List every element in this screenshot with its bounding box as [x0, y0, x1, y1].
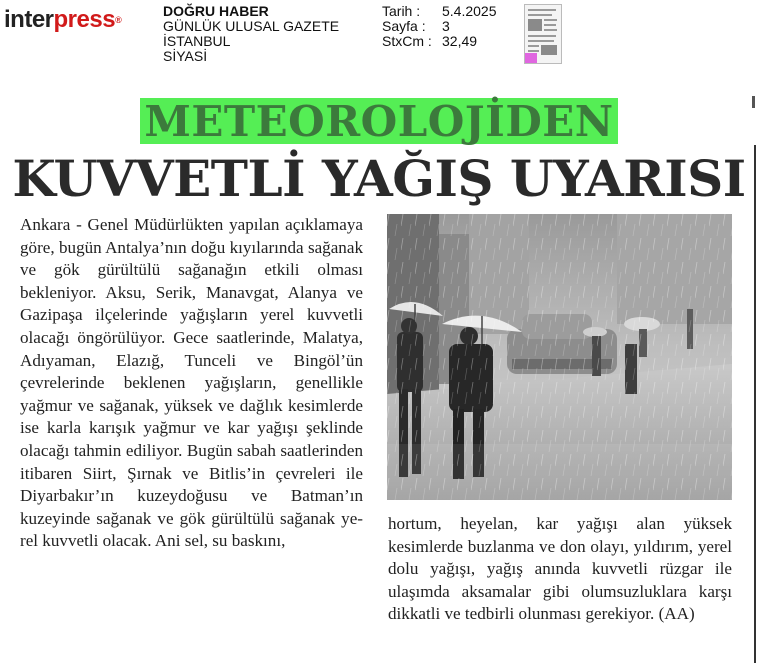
- size-value: 32,49: [442, 33, 478, 49]
- page-label: Sayfa :: [382, 18, 426, 34]
- logo-accent-text: press: [53, 6, 116, 33]
- interpress-logo: [4, 6, 121, 34]
- article-body-column-2: hortum, heyelan, kar yağışı alan yüksek kesimlerde buzlanma ve don olayı, yıldırım, yerel dolu yağışı, yağış anında kuvvetli rüzgar ile ulaşımda aksamalar gibi olumsuzluklara karşı dikkatli ve tedbirli olunması gerekiyor. (AA): [388, 514, 732, 624]
- column-divider: [754, 145, 756, 663]
- publication-type: GÜNLÜK ULUSAL GAZETE: [163, 18, 340, 34]
- publication-city: İSTANBUL: [163, 33, 231, 49]
- rainy-street-photo-illustration: [387, 214, 732, 500]
- date-value: 5.4.2025: [442, 3, 497, 19]
- newspaper-page-thumbnail-icon[interactable]: [524, 4, 562, 64]
- clip-metadata: [382, 4, 497, 49]
- date-label: Tarih :: [382, 3, 421, 19]
- article-body-column-1: Ankara - Genel Müdürlükten yapılan açıklamaya göre, bugün Antalya’nın doğu kıyılarında sağanak ve gök gürültülü sağanağın etkili olması bekleniyor. Aksu, Serik, Manavgat, Alanya ve Gazipaşa ilçelerinde yağışların yerel kuvvetli olacağı öngörülüyor. Gece saatlerinde, Malatya, Adıyaman, Elazığ, Tunceli ve Bingöl’ün çevrelerinde beklenen yağışların, genellikle yağmur ve sağanak, yüksek ve dağlık kesimlerde ise karla karışık yağmur ve kar yağışı şeklinde olacağı tahmin ediliyor. Bugün sabah saatlerinden itibaren Siirt, Şırnak ve Bitlis’in çevreleri ile Diyarbakır’ın kuzeydoğusu ve Batman’ın kuzeyinde sağanak ve gök gürültülü sağanak yerel kuvvetli olacak. Ani sel, su baskını,: [20, 215, 363, 551]
- page-value: 3: [442, 18, 450, 34]
- publication-section: SİYASİ: [163, 48, 208, 64]
- rainy-street-photo: [387, 214, 732, 500]
- size-label: StxCm :: [382, 33, 432, 49]
- kicker-container: [0, 98, 758, 144]
- logo-registered-mark: ®: [115, 15, 122, 25]
- publication-info: [163, 4, 339, 64]
- logo-text: inter: [4, 6, 54, 33]
- publication-name: DOĞRU HABER: [163, 3, 269, 19]
- article-kicker: METEOROLOJİDEN: [140, 98, 617, 144]
- article-headline: KUVVETLİ YAĞIŞ UYARISI: [12, 149, 746, 208]
- highlight-marker: [525, 53, 537, 63]
